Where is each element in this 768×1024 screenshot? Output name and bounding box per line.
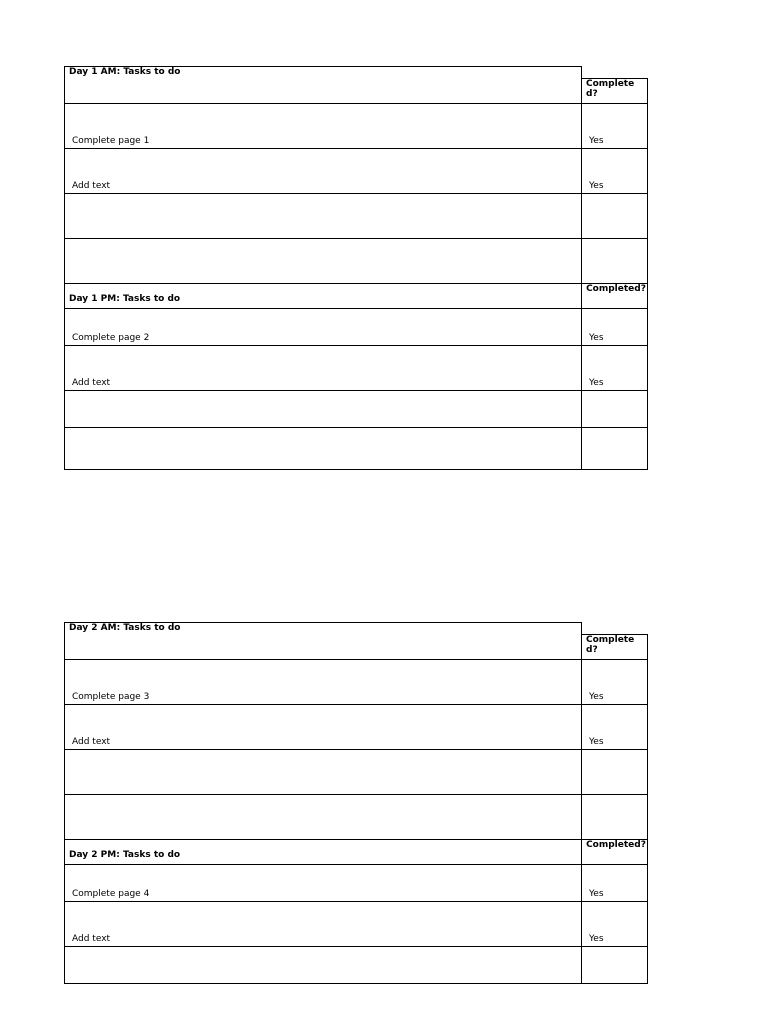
completed-header: Completed? [586,79,635,99]
day2-table [64,622,648,985]
status-cell: Yes [589,136,604,146]
task-cell: Complete page 1 [72,136,150,146]
task-cell: Complete page 2 [72,333,150,343]
status-cell: Yes [589,333,604,343]
task-cell: Add text [72,934,111,944]
pm-header: Day 1 PM: Tasks to do [69,294,181,304]
day1-table [64,66,648,470]
task-cell: Complete page 3 [72,692,150,702]
pm-header: Day 2 PM: Tasks to do [69,850,181,860]
am-header: Day 1 AM: Tasks to do [69,67,181,77]
status-cell: Yes [589,737,604,747]
completed-header: Completed? [586,840,646,850]
status-cell: Yes [589,378,604,388]
completed-header: Completed? [586,635,635,655]
task-cell: Add text [72,181,111,191]
task-cell: Complete page 4 [72,889,150,899]
task-cell: Add text [72,737,111,747]
status-cell: Yes [589,181,604,191]
status-cell: Yes [589,934,604,944]
completed-header: Completed? [586,284,646,294]
status-cell: Yes [589,889,604,899]
am-header: Day 2 AM: Tasks to do [69,623,181,633]
task-cell: Add text [72,378,111,388]
status-cell: Yes [589,692,604,702]
